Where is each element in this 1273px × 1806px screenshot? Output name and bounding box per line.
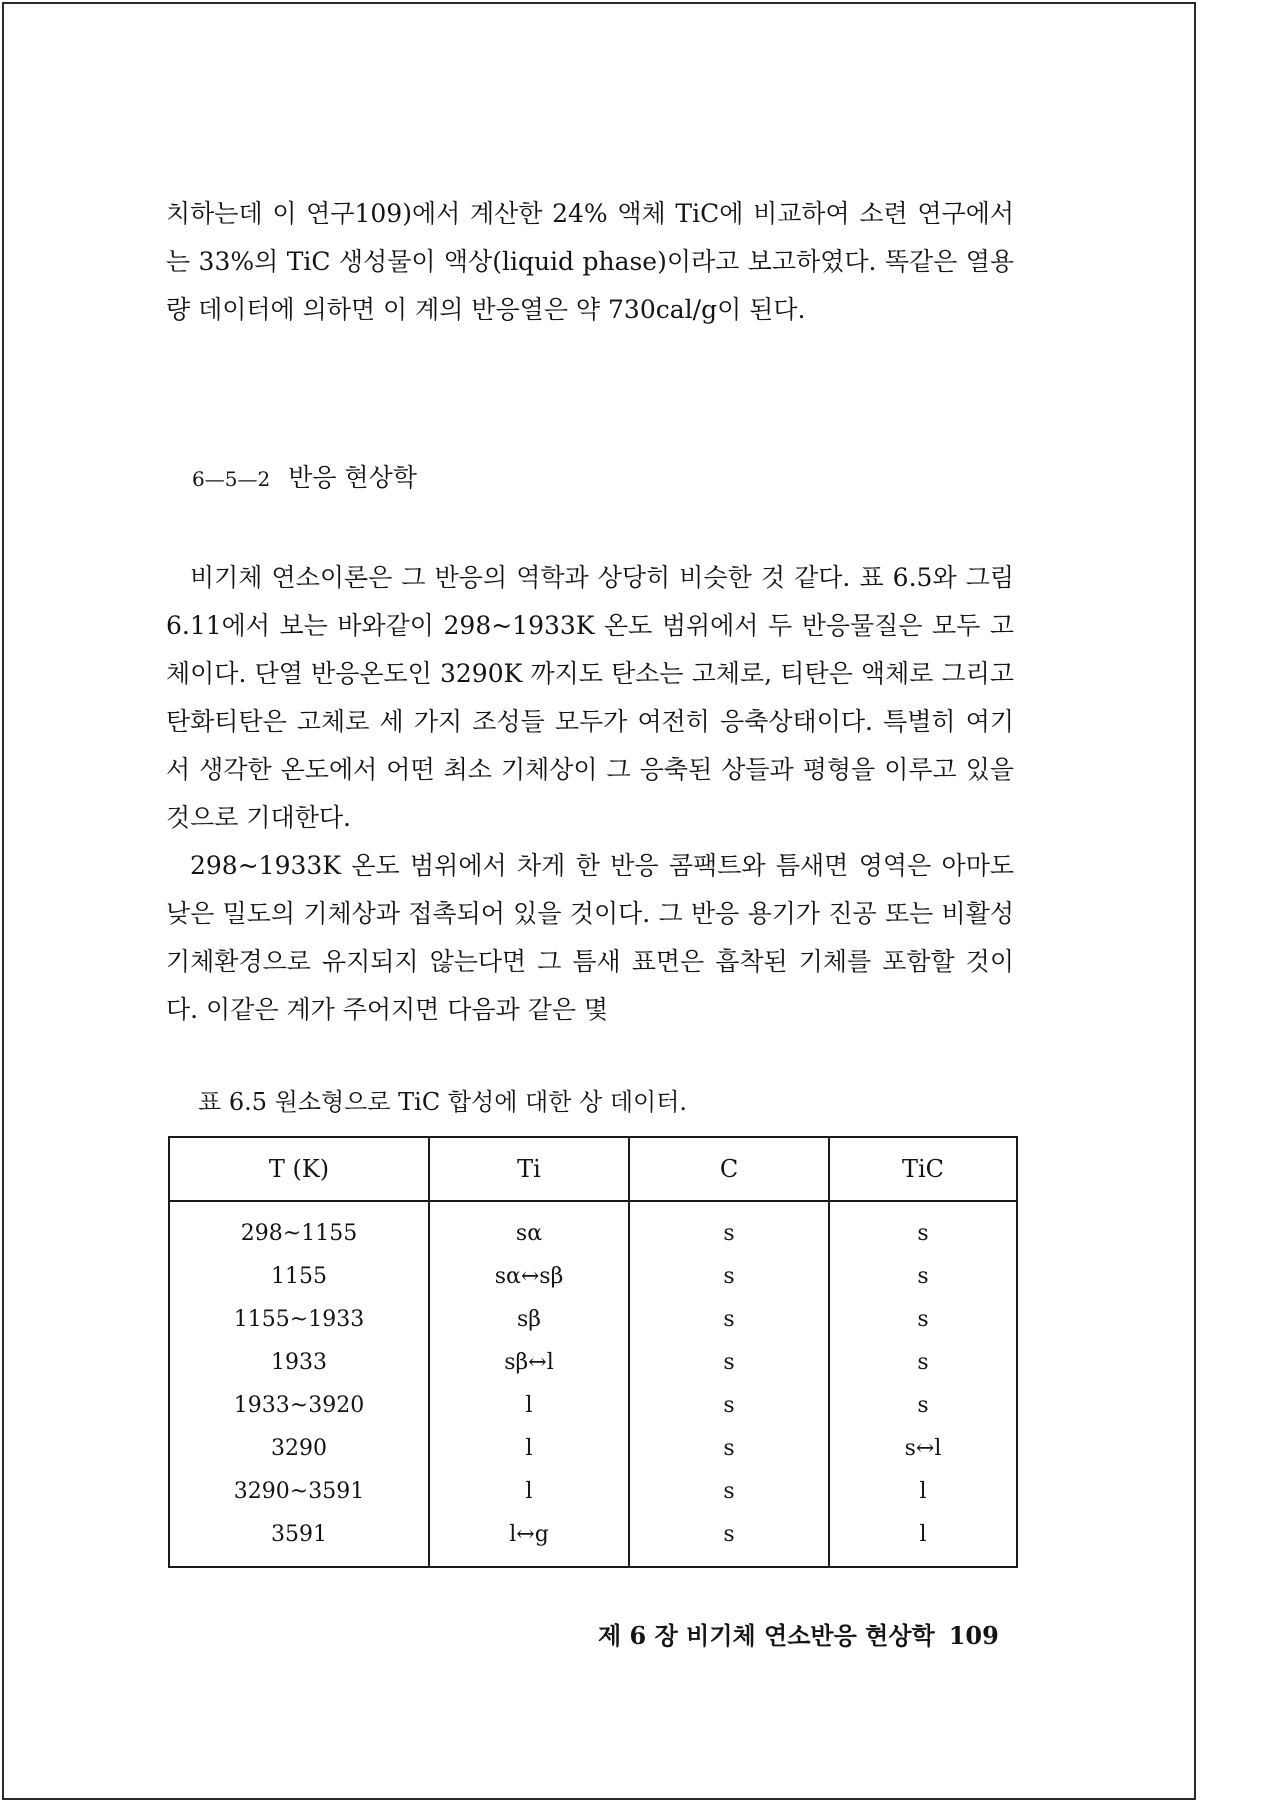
table-row: [169, 1255, 1017, 1298]
cell-temperature: 3290: [271, 1436, 327, 1461]
body-text-block: [166, 554, 1014, 1034]
section-title: 반응 현상학: [288, 463, 417, 492]
table-row: [169, 1470, 1017, 1513]
cell-ti: sβ: [429, 1298, 629, 1341]
cell-ti: l: [429, 1384, 629, 1427]
chapter-title: 제 6 장 비기체 연소반응 현상학: [598, 1621, 935, 1650]
table-row: [169, 1341, 1017, 1384]
paragraph: 치하는데 이 연구109)에서 계산한 24% 액체 TiC에 비교하여 소련 연구에서는 33%의 TiC 생성물이 액상(liquid phase)이라고 보고하였다. 똑같은 열용량 데이터에 의하면 이 계의 반응열은 약 730cal/g이 된다.: [166, 199, 1014, 324]
top-text-block: [166, 190, 1014, 334]
cell-c: s: [629, 1513, 829, 1567]
header-ti: Ti: [429, 1137, 629, 1201]
table-caption: 표 6.5 원소형으로 TiC 합성에 대한 상 데이터.: [198, 1088, 688, 1116]
cell-ti: l↔g: [429, 1513, 629, 1567]
cell-temperature: 1155~1933: [233, 1307, 365, 1332]
table-row: [169, 1298, 1017, 1341]
cell-tic: s: [829, 1255, 1017, 1298]
cell-ti: sα: [429, 1201, 629, 1255]
cell-tic: s: [829, 1384, 1017, 1427]
cell-temperature: 298~1155: [240, 1221, 358, 1246]
cell-ti: sα↔sβ: [429, 1255, 629, 1298]
paragraph: 비기체 연소이론은 그 반응의 역학과 상당히 비슷한 것 같다. 표 6.5와 그림 6.11에서 보는 바와같이 298~1933K 온도 범위에서 두 반응물질은 모두 고체이다. 단열 반응온도인 3290K 까지도 탄소는 고체로, 티탄은 액체로 그리고 탄화티탄은 고체로 세 가지 조성들 모두가 여전히 응축상태이다. 특별히 여기서 생각한 온도에서 어떤 최소 기체상이 그 응축된 상들과 평형을 이루고 있을 것으로 기대한다.: [166, 563, 1014, 832]
cell-tic: s: [829, 1201, 1017, 1255]
cell-c: s: [629, 1341, 829, 1384]
cell-c: s: [629, 1384, 829, 1427]
cell-temperature: 3591: [271, 1522, 327, 1547]
table-row: [169, 1384, 1017, 1427]
header-c: C: [629, 1137, 829, 1201]
header-temperature: T (K): [169, 1137, 429, 1201]
table-row: [169, 1201, 1017, 1255]
cell-temperature: 1155: [271, 1264, 327, 1289]
cell-tic: s: [829, 1341, 1017, 1384]
cell-temperature: 1933~3920: [233, 1393, 365, 1418]
table-row: [169, 1513, 1017, 1567]
section-number: 6—5—2: [192, 467, 271, 491]
table-row: [169, 1427, 1017, 1470]
cell-c: s: [629, 1470, 829, 1513]
cell-c: s: [629, 1427, 829, 1470]
cell-tic: l: [829, 1513, 1017, 1567]
running-footer: [598, 1616, 999, 1651]
cell-ti: sβ↔l: [429, 1341, 629, 1384]
cell-tic: s: [829, 1298, 1017, 1341]
cell-c: s: [629, 1298, 829, 1341]
cell-ti: l: [429, 1470, 629, 1513]
header-tic: TiC: [829, 1137, 1017, 1201]
cell-ti: l: [429, 1427, 629, 1470]
table-header-row: [169, 1137, 1017, 1201]
cell-tic: s↔l: [829, 1427, 1017, 1470]
page-number: 109: [948, 1621, 999, 1650]
cell-c: s: [629, 1201, 829, 1255]
section-heading: [192, 458, 417, 494]
cell-c: s: [629, 1255, 829, 1298]
cell-temperature: 3290~3591: [233, 1479, 365, 1504]
cell-tic: l: [829, 1470, 1017, 1513]
paragraph: 298~1933K 온도 범위에서 차게 한 반응 콤팩트와 틈새면 영역은 아마도 낮은 밀도의 기체상과 접촉되어 있을 것이다. 그 반응 용기가 진공 또는 비활성 기체환경으로 유지되지 않는다면 그 틈새 표면은 흡착된 기체를 포함할 것이다. 이같은 계가 주어지면 다음과 같은 몇: [166, 851, 1014, 1024]
cell-temperature: 1933: [271, 1350, 327, 1375]
phase-data-table: [168, 1136, 1018, 1568]
